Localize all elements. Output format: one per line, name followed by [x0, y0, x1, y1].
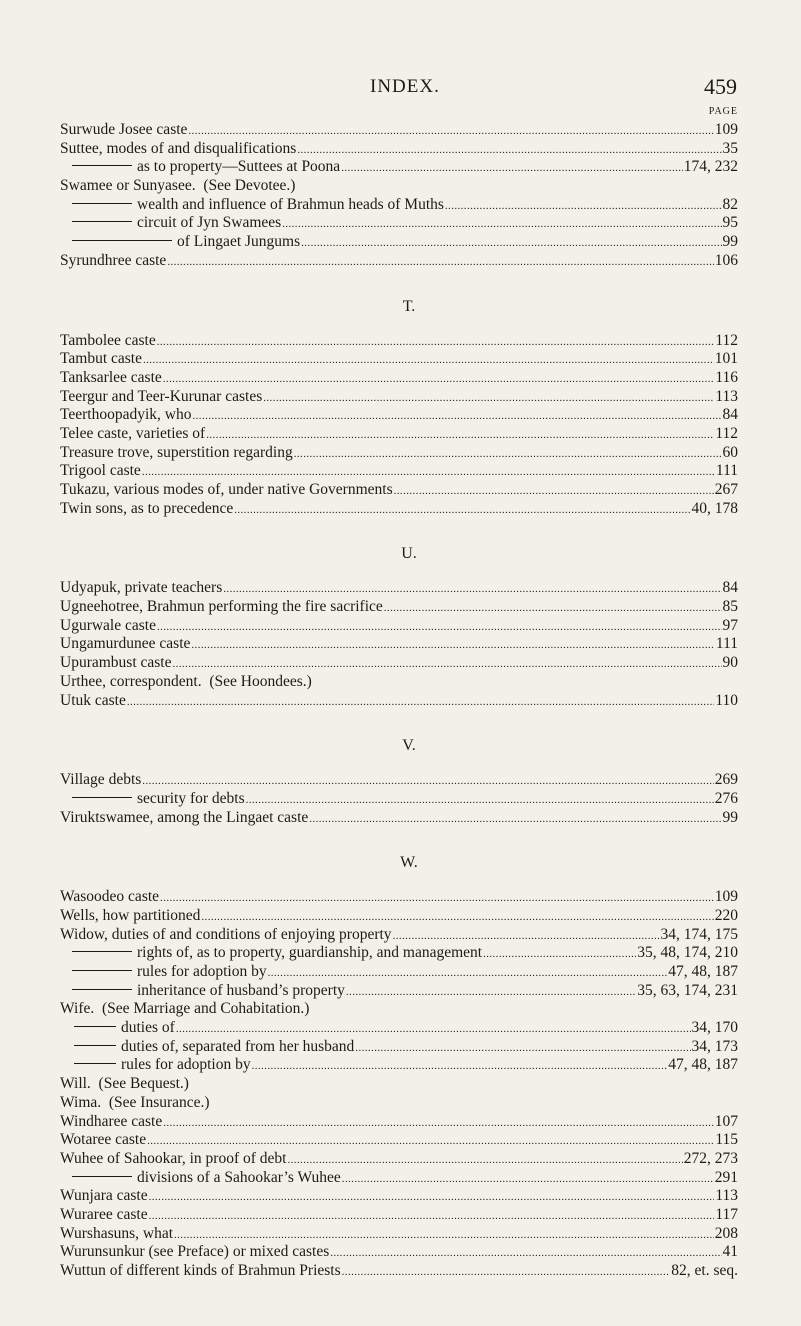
ditto-rule — [72, 221, 132, 222]
entry-heading: Treasure trove, superstition regarding — [60, 443, 293, 461]
entry-pages: 82, et. seq. — [671, 1262, 738, 1279]
entry-heading: Telee caste, varieties of — [60, 424, 206, 442]
page-column-label: PAGE — [708, 106, 738, 117]
dot-leader — [393, 926, 660, 945]
entry-heading: as to property—Suttees at Poona — [137, 158, 341, 176]
entry-pages: 110 — [715, 691, 738, 709]
dot-leader — [287, 1150, 682, 1169]
index-entry — [60, 888, 738, 907]
dot-leader — [149, 1206, 715, 1225]
dot-leader — [246, 790, 714, 809]
dot-leader — [157, 332, 715, 351]
index-entry — [60, 1113, 738, 1132]
index-entry — [60, 233, 738, 252]
ditto-rule — [74, 1063, 116, 1064]
dot-leader — [191, 635, 714, 654]
index-entry — [60, 790, 738, 809]
entry-pages: 95 — [722, 214, 738, 232]
dot-leader — [483, 944, 636, 963]
entry-pages: 84 — [722, 579, 738, 597]
index-entry — [60, 907, 738, 926]
dot-leader — [188, 121, 713, 140]
ditto-rule — [72, 203, 132, 204]
dot-leader — [297, 140, 721, 159]
entry-pages: 267 — [714, 481, 738, 498]
dot-leader — [160, 888, 714, 907]
dot-leader — [157, 617, 722, 636]
index-section — [60, 827, 738, 1280]
index-entry — [60, 369, 738, 388]
index-entry — [60, 617, 738, 636]
entry-heading: Widow, duties of and conditions of enjoying property — [60, 925, 392, 943]
dot-leader — [263, 388, 714, 407]
dot-leader — [142, 462, 715, 481]
ditto-rule — [72, 240, 172, 241]
dot-leader — [445, 196, 722, 215]
entry-heading: Wasoodeo caste — [60, 888, 160, 906]
dot-leader — [394, 481, 714, 500]
entry-pages: 269 — [714, 771, 738, 789]
index-entry — [60, 444, 738, 463]
entry-pages: 117 — [715, 1205, 738, 1223]
entry-heading: duties of — [121, 1019, 175, 1037]
ditto-rule — [72, 797, 132, 798]
entry-pages: 208 — [714, 1224, 738, 1242]
entry-heading: Wunjara caste — [60, 1187, 148, 1205]
entry-pages: 82 — [722, 195, 738, 213]
entry-pages: 220 — [714, 906, 738, 924]
entry-pages: 291 — [714, 1168, 738, 1186]
entry-heading: Surwude Josee caste — [60, 121, 188, 138]
entry-pages: 113 — [715, 1187, 738, 1205]
entry-heading: Upurambust caste — [60, 654, 172, 672]
entry-pages: 60 — [722, 443, 738, 461]
running-title: INDEX. — [370, 76, 440, 97]
index-entry — [60, 1075, 738, 1094]
entry-heading: circuit of Jyn Swamees — [137, 214, 282, 232]
entry-pages: 85 — [722, 598, 738, 616]
index-entry — [60, 1019, 738, 1038]
dot-leader — [384, 598, 722, 617]
entry-heading: Wells, how partitioned — [60, 906, 201, 924]
index-entry — [60, 654, 738, 673]
dot-leader — [223, 579, 721, 598]
dot-leader — [172, 654, 721, 673]
index-entry — [60, 462, 738, 481]
dot-leader — [330, 1243, 721, 1262]
index-entry — [60, 1225, 738, 1244]
dot-leader — [143, 350, 714, 369]
entry-pages: 40, 178 — [691, 499, 738, 517]
entry-heading: Ungamurdunee caste — [60, 635, 191, 653]
entry-heading: Swamee or Sunyasee. (See Devotee.) — [60, 177, 296, 195]
entry-pages: 101 — [714, 350, 738, 368]
section-letter-heading: T. — [402, 297, 416, 315]
dot-leader — [282, 214, 721, 233]
entry-heading: wealth and influence of Brahmun heads of Muths — [137, 195, 444, 213]
index-entry — [60, 982, 738, 1001]
entry-pages: 34, 173 — [691, 1037, 738, 1055]
index-entry — [60, 388, 738, 407]
dot-leader — [193, 406, 722, 425]
dot-leader — [149, 1187, 715, 1206]
dot-leader — [268, 963, 668, 982]
dot-leader — [167, 252, 713, 271]
dot-leader — [355, 1038, 690, 1057]
dot-leader — [342, 1169, 714, 1188]
entry-heading: Udyapuk, private teachers — [60, 579, 223, 597]
entry-heading: divisions of a Sahookar’s Wuhee — [137, 1168, 341, 1186]
index-entry — [60, 500, 738, 519]
entry-heading: Teergur and Teer-Kurunar castes — [60, 387, 263, 405]
dot-leader — [234, 500, 690, 519]
entry-heading: inheritance of husband’s property — [137, 981, 345, 999]
entry-heading: Wuhee of Sahookar, in proof of debt — [60, 1149, 287, 1167]
index-entry — [60, 692, 738, 711]
index-entry — [60, 1056, 738, 1075]
index-entry — [60, 926, 738, 945]
entry-pages: 47, 48, 187 — [668, 1056, 738, 1074]
entry-pages: 90 — [722, 654, 738, 672]
index-entry — [60, 944, 738, 963]
dot-leader — [142, 771, 713, 790]
entry-pages: 34, 174, 175 — [660, 925, 738, 943]
ditto-rule — [72, 165, 132, 166]
dot-leader — [174, 1225, 714, 1244]
entry-pages: 109 — [714, 888, 738, 906]
dot-leader — [309, 809, 721, 828]
entry-heading: Wuraree caste — [60, 1205, 148, 1223]
entry-pages: 35, 48, 174, 210 — [637, 944, 738, 962]
index-entry — [60, 425, 738, 444]
entry-heading: Urthee, correspondent. (See Hoondees.) — [60, 672, 312, 690]
dot-leader — [163, 1113, 714, 1132]
entry-heading: Wima. (See Insurance.) — [60, 1093, 210, 1111]
index-section — [60, 271, 738, 519]
entry-heading: rights of, as to property, guardianship, and management — [137, 944, 483, 962]
ditto-rule — [72, 970, 132, 971]
section-letter-heading: W. — [400, 854, 418, 872]
running-header — [0, 76, 801, 104]
entry-pages: 109 — [714, 121, 738, 138]
index-entry — [60, 1038, 738, 1057]
dot-leader — [206, 425, 714, 444]
dot-leader — [341, 158, 683, 177]
entry-heading: Wotaree caste — [60, 1131, 147, 1149]
dot-leader — [147, 1131, 714, 1150]
index-entry — [60, 177, 738, 196]
index-entry — [60, 1262, 738, 1281]
index-entry — [60, 1150, 738, 1169]
entry-pages: 112 — [715, 424, 738, 442]
entry-pages: 113 — [715, 387, 738, 405]
entry-pages: 35 — [722, 139, 738, 157]
entry-heading: Teerthoopadyik, who — [60, 406, 192, 424]
index-entry — [60, 214, 738, 233]
entry-heading: Ugneehotree, Brahmun performing the fire sacrifice — [60, 598, 383, 616]
ditto-rule — [74, 1045, 116, 1046]
ditto-rule — [72, 989, 132, 990]
entry-pages: 99 — [722, 233, 738, 251]
entry-pages: 84 — [722, 406, 738, 424]
entry-pages: 41 — [722, 1243, 738, 1261]
entry-pages: 272, 273 — [683, 1149, 738, 1167]
entry-pages: 99 — [722, 808, 738, 826]
entry-heading: Syrundhree caste — [60, 251, 167, 269]
entry-heading: duties of, separated from her husband — [121, 1037, 355, 1055]
entry-pages: 106 — [714, 251, 738, 269]
entry-heading: rules for adoption by — [137, 963, 267, 980]
index-entry — [60, 579, 738, 598]
entry-pages: 115 — [715, 1131, 738, 1149]
entry-pages: 174, 232 — [683, 158, 738, 176]
entry-heading: Suttee, modes of and disqualifications — [60, 139, 297, 157]
section-letter-heading: V. — [402, 737, 416, 755]
index-content — [60, 121, 738, 1281]
entry-pages: 47, 48, 187 — [668, 963, 738, 980]
entry-heading: Twin sons, as to precedence — [60, 499, 234, 517]
index-entry — [60, 635, 738, 654]
index-entry — [60, 140, 738, 159]
entry-heading: Trigool caste — [60, 462, 141, 480]
entry-heading: Viruktswamee, among the Lingaet caste — [60, 808, 309, 826]
dot-leader — [342, 1262, 671, 1281]
index-entry — [60, 673, 738, 692]
entry-heading: Ugurwale caste — [60, 616, 156, 634]
entry-heading: Wuttun of different kinds of Brahmun Priests — [60, 1262, 341, 1279]
dot-leader — [294, 444, 722, 463]
index-entry — [60, 1169, 738, 1188]
dot-leader — [301, 233, 721, 252]
entry-heading: Windharee caste — [60, 1112, 163, 1130]
index-entry — [60, 350, 738, 369]
entry-heading: Utuk caste — [60, 691, 126, 709]
index-entry — [60, 121, 738, 140]
index-entry — [60, 771, 738, 790]
ditto-rule — [74, 1026, 116, 1027]
dot-leader — [346, 982, 636, 1001]
index-section — [60, 518, 738, 710]
dot-leader — [127, 692, 714, 711]
dot-leader — [201, 907, 713, 926]
index-entry — [60, 1000, 738, 1019]
entry-heading: Tambut caste — [60, 350, 142, 368]
index-entry — [60, 1206, 738, 1225]
entry-pages: 111 — [715, 635, 738, 653]
entry-heading: of Lingaet Jungums — [177, 233, 301, 251]
entry-pages: 34, 170 — [691, 1019, 738, 1037]
entry-pages: 35, 63, 174, 231 — [637, 981, 738, 999]
entry-heading: Wurshasuns, what — [60, 1224, 174, 1242]
index-entry — [60, 1187, 738, 1206]
entry-pages: 97 — [722, 616, 738, 634]
entry-pages: 276 — [714, 789, 738, 807]
entry-pages: 112 — [715, 331, 738, 349]
dot-leader — [163, 369, 715, 388]
section-letter-heading: U. — [401, 545, 417, 563]
entry-heading: Village debts — [60, 771, 142, 789]
page-number: 459 — [704, 74, 737, 99]
entry-pages: 107 — [714, 1112, 738, 1130]
index-entry — [60, 252, 738, 271]
entry-heading: Wife. (See Marriage and Cohabitation.) — [60, 1000, 310, 1018]
index-section — [60, 710, 738, 827]
index-entry — [60, 1094, 738, 1113]
entry-pages: 116 — [715, 368, 738, 386]
index-entry — [60, 1131, 738, 1150]
index-entry — [60, 158, 738, 177]
entry-heading: Tambolee caste — [60, 331, 156, 349]
entry-heading: Will. (See Bequest.) — [60, 1075, 189, 1093]
entry-heading: Wurunsunkur (see Preface) or mixed castes — [60, 1243, 330, 1261]
index-entry — [60, 332, 738, 351]
index-entry — [60, 406, 738, 425]
index-entry — [60, 963, 738, 982]
index-entry — [60, 1243, 738, 1262]
index-entry — [60, 481, 738, 500]
index-entry — [60, 598, 738, 617]
index-entry — [60, 196, 738, 215]
entry-heading: rules for adoption by — [121, 1056, 251, 1074]
entry-pages: 111 — [715, 462, 738, 480]
index-entry — [60, 809, 738, 828]
dot-leader — [252, 1056, 668, 1075]
entry-heading: security for debts — [137, 789, 245, 807]
entry-heading: Tanksarlee caste — [60, 368, 162, 386]
ditto-rule — [72, 951, 132, 952]
dot-leader — [176, 1019, 691, 1038]
index-section — [60, 121, 738, 271]
ditto-rule — [72, 1176, 132, 1177]
entry-heading: Tukazu, various modes of, under native Governments — [60, 481, 393, 498]
